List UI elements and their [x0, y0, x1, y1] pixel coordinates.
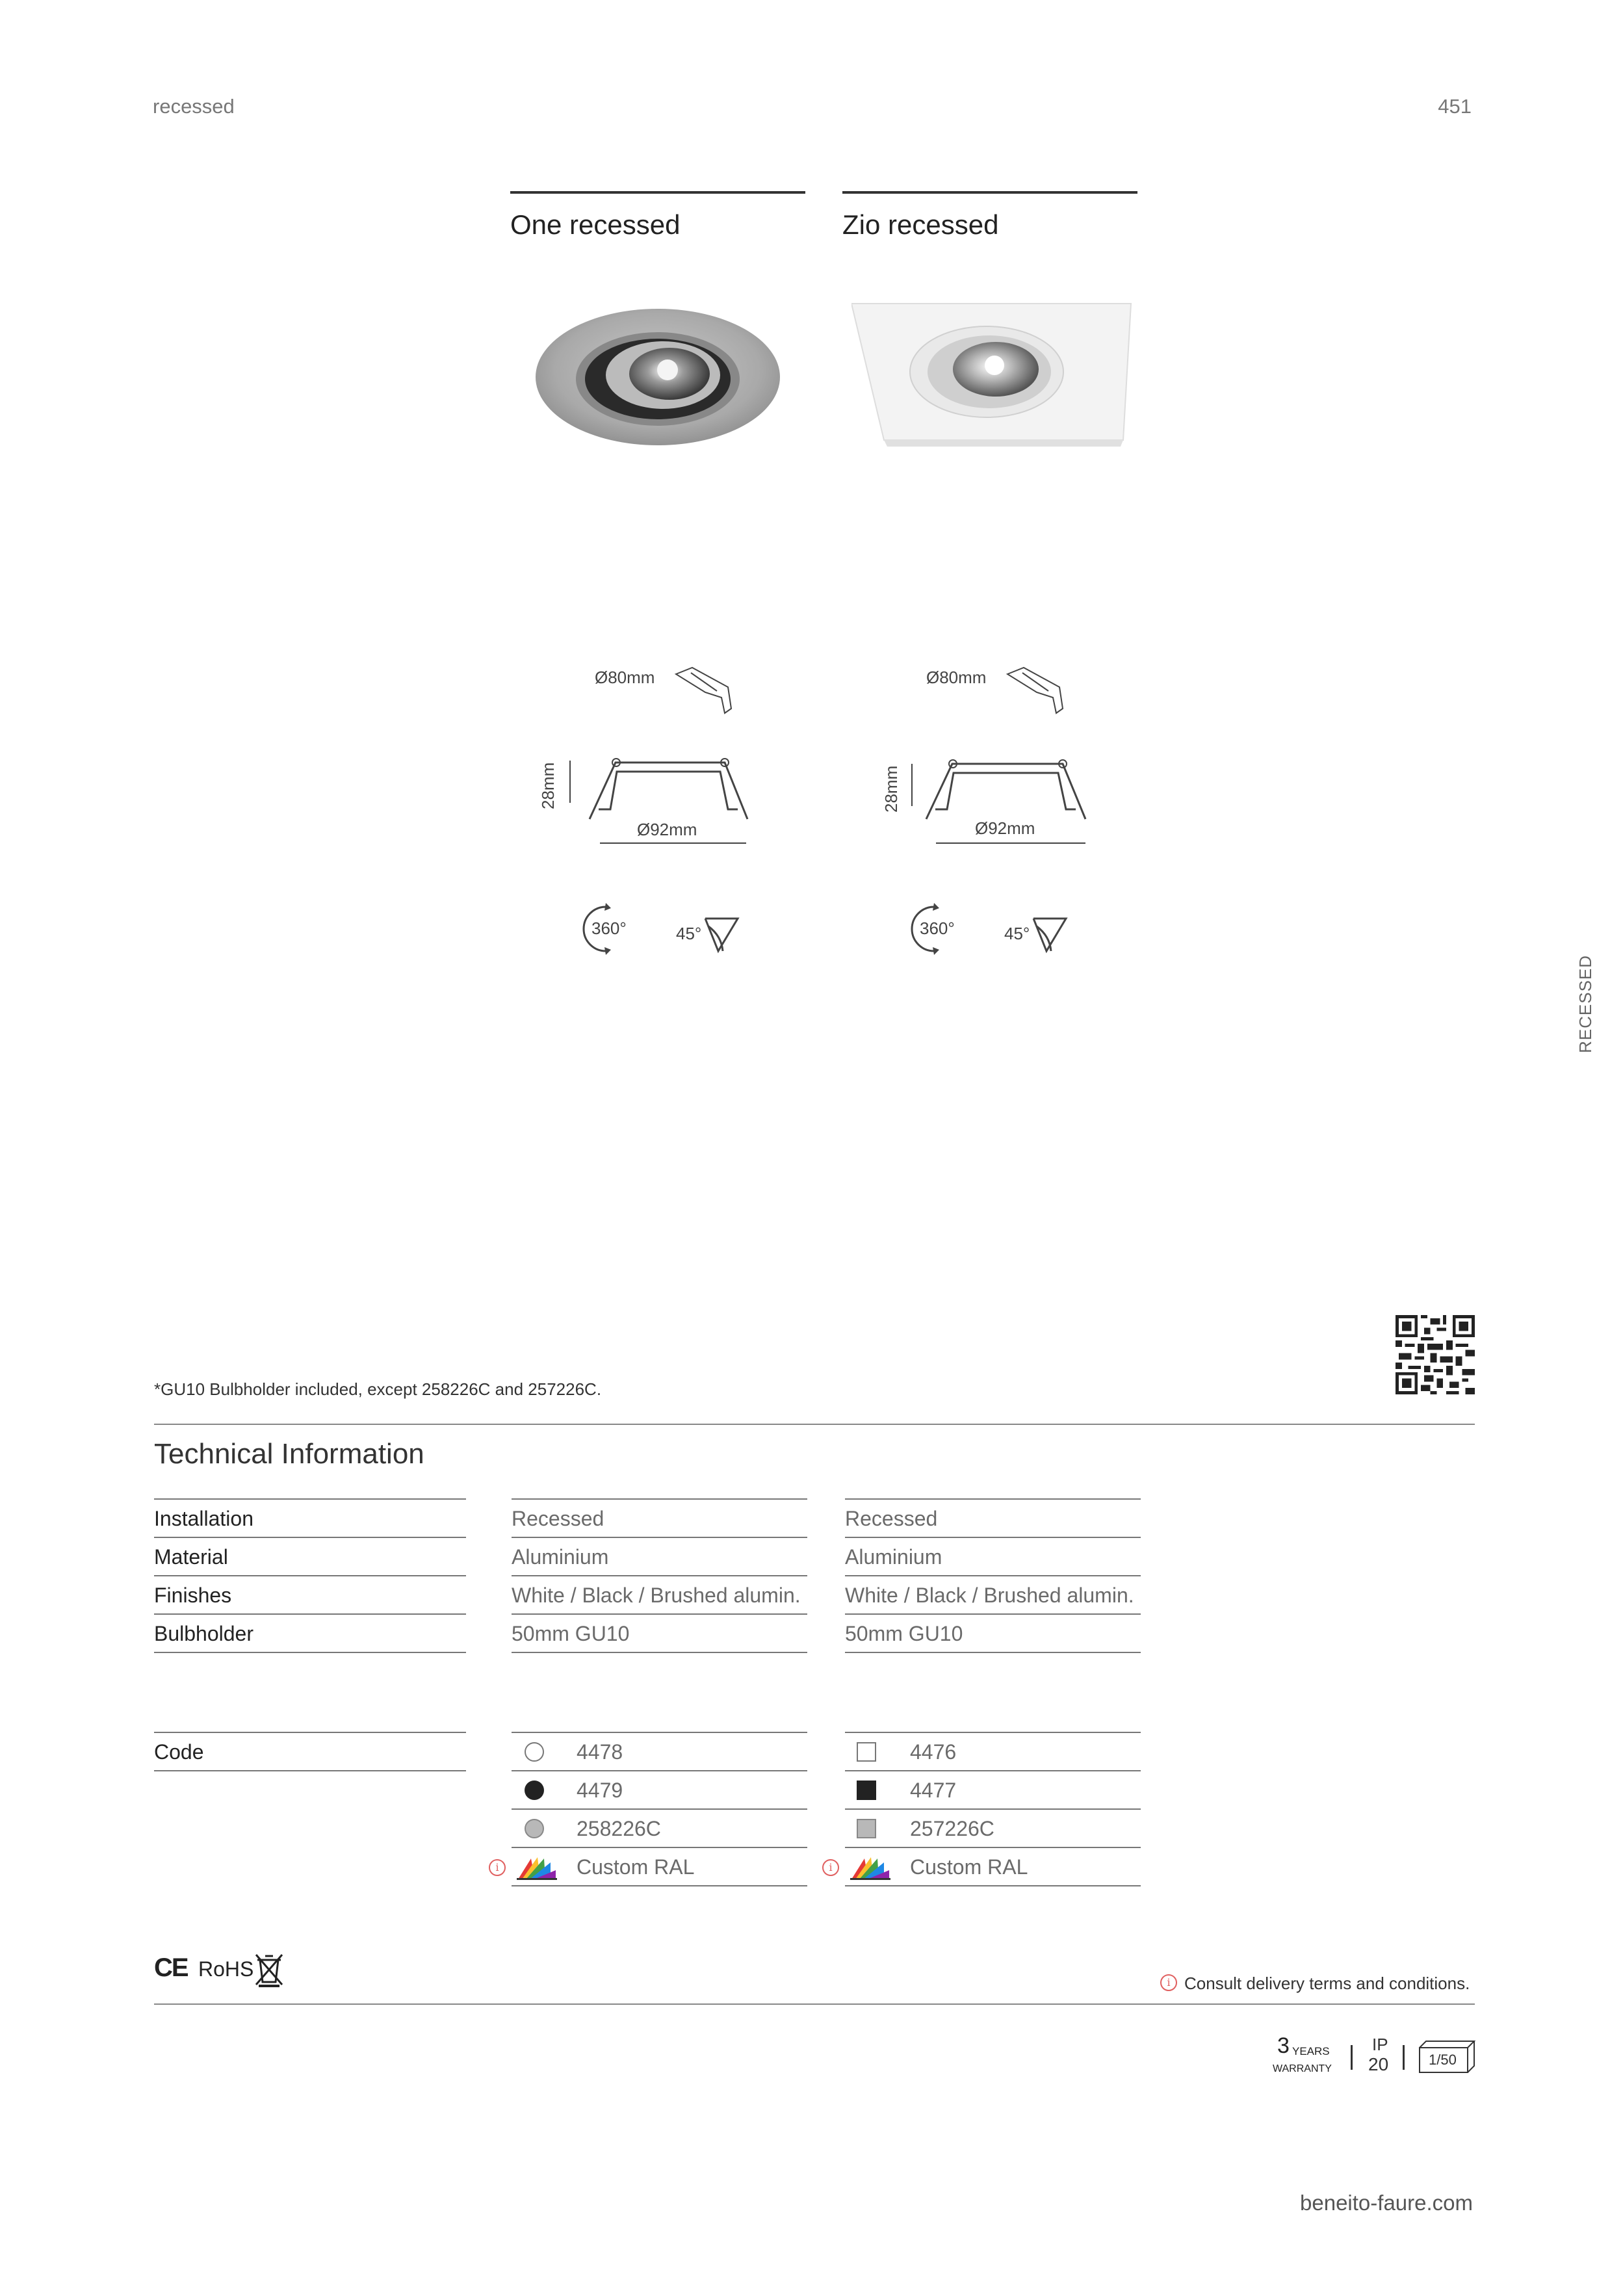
- ral-colorfan-icon: [845, 1855, 892, 1881]
- brushed-round-swatch: [525, 1819, 544, 1838]
- ral-colorfan-icon: [512, 1855, 558, 1881]
- product-2-dim-top: Ø80mm: [926, 668, 987, 687]
- ip-value: 20: [1368, 2054, 1389, 2074]
- code-row: 258226C: [512, 1810, 807, 1848]
- consult-note: Consult delivery terms and conditions.: [1184, 1974, 1470, 1993]
- product-1-tilt: 45°: [676, 924, 702, 943]
- code-row: 4476: [845, 1733, 1141, 1771]
- spec-value: White / Black / Brushed alumin.: [512, 1576, 807, 1615]
- weee-bin-icon: [253, 1952, 285, 1987]
- product-2-title: Zio recessed: [842, 209, 999, 240]
- spec-label-finishes: Finishes: [154, 1576, 466, 1615]
- code-label: Code: [154, 1733, 466, 1771]
- product-1-dim-height: 28mm: [538, 762, 558, 809]
- clip-icon: [676, 668, 731, 713]
- black-round-swatch: [525, 1781, 544, 1800]
- code-row: 4477: [845, 1771, 1141, 1810]
- product-1-dim-top: Ø80mm: [595, 668, 655, 687]
- product-1-rule: [510, 191, 805, 194]
- box-ratio: 1/50: [1429, 2052, 1457, 2068]
- divider: [154, 1424, 1475, 1425]
- spec-value: 50mm GU10: [845, 1615, 1141, 1653]
- tilt-icon: [1033, 919, 1066, 951]
- info-icon: i: [489, 1859, 506, 1876]
- warranty-years: YEARS: [1292, 2045, 1330, 2057]
- product-1-profile: [590, 763, 747, 819]
- technical-title: Technical Information: [154, 1438, 424, 1470]
- product-1-dim-bottom: Ø92mm: [637, 820, 697, 839]
- spec-label-bulbholder: Bulbholder: [154, 1615, 466, 1653]
- separator: [1403, 2045, 1405, 2070]
- page-number: 451: [1438, 95, 1472, 118]
- spec-value: Recessed: [845, 1500, 1141, 1538]
- website-link[interactable]: beneito-faure.com: [1300, 2191, 1473, 2215]
- spec-value: Aluminium: [845, 1538, 1141, 1576]
- separator: [1351, 2045, 1353, 2070]
- clip-icon: [1007, 668, 1063, 713]
- spec-value: White / Black / Brushed alumin.: [845, 1576, 1141, 1615]
- section-header: recessed: [153, 95, 235, 118]
- brushed-square-swatch: [857, 1819, 876, 1838]
- side-tab: RECESSED: [1576, 954, 1595, 1053]
- tilt-icon: [705, 919, 738, 951]
- product-2-rule: [842, 191, 1137, 194]
- spec-label-material: Material: [154, 1538, 466, 1576]
- info-icon: i: [1160, 1974, 1177, 1991]
- warranty-number: 3: [1277, 2033, 1290, 2058]
- white-square-swatch: [857, 1742, 876, 1762]
- spec-value: Aluminium: [512, 1538, 807, 1576]
- info-icon: i: [822, 1859, 839, 1876]
- product-1-drawings: [530, 660, 757, 894]
- product-2-drawings: [861, 660, 1089, 868]
- product-2-image: [851, 300, 1134, 447]
- divider: [154, 2003, 1475, 2005]
- code-row: 257226C: [845, 1810, 1141, 1848]
- code-row: 4479: [512, 1771, 807, 1810]
- product-2-profile: [926, 764, 1085, 819]
- product-1-adjust-icons: [572, 900, 741, 959]
- ce-mark: CE: [154, 1953, 188, 1982]
- ip-label: IP: [1372, 2035, 1388, 2054]
- white-round-swatch: [525, 1742, 544, 1762]
- product-2-tilt: 45°: [1004, 924, 1030, 943]
- code-row: Custom RAL: [845, 1848, 1141, 1886]
- code-row: Custom RAL: [512, 1848, 807, 1886]
- spec-value: 50mm GU10: [512, 1615, 807, 1653]
- spec-label-installation: Installation: [154, 1500, 466, 1538]
- qr-code-icon: [1396, 1315, 1475, 1394]
- black-square-swatch: [857, 1781, 876, 1800]
- product-2-dim-height: 28mm: [881, 765, 901, 813]
- rohs-mark: RoHS: [198, 1957, 254, 1981]
- product-2-adjust-icons: [900, 900, 1069, 959]
- warranty-label: WARRANTY: [1273, 2063, 1332, 2074]
- product-2-rotation: 360°: [920, 919, 955, 938]
- footnote: *GU10 Bulbholder included, except 258226C and 257226C.: [154, 1379, 602, 1399]
- code-row: 4478: [512, 1733, 807, 1771]
- product-1-rotation: 360°: [591, 919, 627, 938]
- spec-value: Recessed: [512, 1500, 807, 1538]
- product-1-title: One recessed: [510, 209, 681, 240]
- product-1-image: [530, 302, 786, 458]
- product-2-dim-bottom: Ø92mm: [975, 818, 1035, 838]
